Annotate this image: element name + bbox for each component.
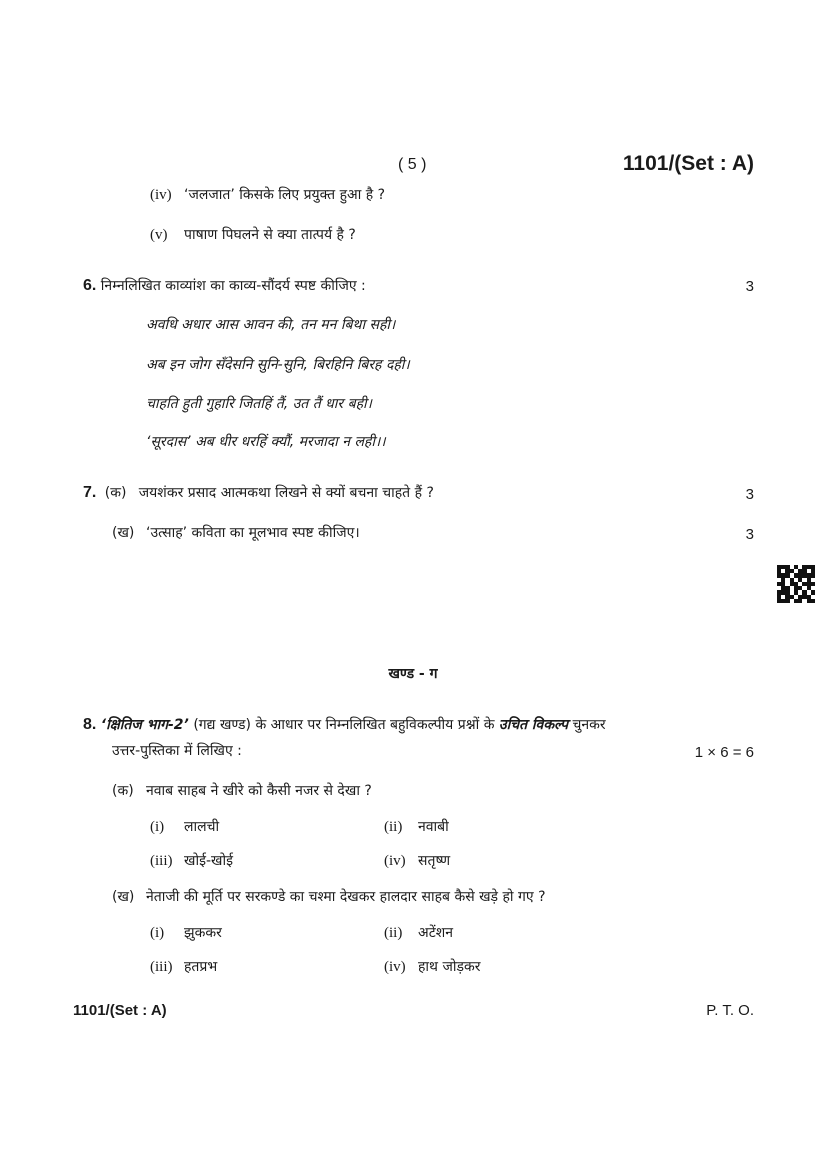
q7-ka-marks: 3 <box>745 486 754 503</box>
poem-line-3: चाहति हुती गुहारि जितहिं तैं, उत तैं धार बही। <box>146 396 372 412</box>
option <box>384 958 480 976</box>
part-label: (ख) <box>112 889 135 905</box>
emphasis-text: उचित विकल्प <box>498 717 569 733</box>
item-text: ‘जलजात’ किसके लिए प्रयुक्त हुआ है ? <box>184 187 386 203</box>
part-label: (क) <box>112 783 134 799</box>
question-number: 7. <box>83 484 97 501</box>
part-text: ‘उत्साह’ कविता का मूलभाव स्पष्ट कीजिए। <box>146 525 360 541</box>
q8-part-ka <box>112 782 372 800</box>
option <box>384 852 450 870</box>
paper-code-header: 1101/(Set : A) <box>622 152 754 175</box>
option-label: (ii) <box>384 925 403 941</box>
q8-question-line1 <box>83 716 606 734</box>
q5-item-iv <box>150 186 385 204</box>
part-label: (क) <box>104 485 127 501</box>
section-heading: खण्ड - ग <box>388 666 438 682</box>
option <box>150 958 217 976</box>
part-label: (ख) <box>112 525 135 541</box>
option-text: अटेंशन <box>418 925 454 941</box>
option <box>150 818 219 836</box>
question-number: 8. <box>83 716 97 733</box>
option-label: (i) <box>150 819 165 835</box>
option <box>150 852 233 870</box>
q6-question <box>83 277 366 295</box>
option-text: हतप्रभ <box>184 959 218 975</box>
part-text: जयशंकर प्रसाद आत्मकथा लिखने से क्यों बचना चाहते हैं ? <box>138 485 434 501</box>
q7-kha-marks: 3 <box>745 526 754 543</box>
please-turn-over: P. T. O. <box>706 1002 754 1019</box>
option-text: सतृष्ण <box>418 853 451 869</box>
item-label: (iv) <box>150 187 172 203</box>
option <box>150 924 222 942</box>
part-question: नवाब साहब ने खीरे को कैसी नजर से देखा ? <box>146 783 372 799</box>
option-label: (iv) <box>384 959 406 975</box>
option-text: लालची <box>184 819 220 835</box>
option <box>384 924 453 942</box>
poem-line-4: ‘सूरदास’ अब धीर धरहिं क्यौं, मरजादा न लही।। <box>146 434 386 450</box>
question-text-part2: चुनकर <box>568 717 606 733</box>
qr-code-icon <box>777 565 815 603</box>
part-question: नेताजी की मूर्ति पर सरकण्डे का चश्मा देखकर हालदार साहब कैसे खड़े हो गए ? <box>146 889 546 905</box>
question-number: 6. <box>83 277 97 294</box>
option-label: (iii) <box>150 959 173 975</box>
page-number: ( 5 ) <box>398 156 427 173</box>
question-text: निम्नलिखित काव्यांश का काव्य-सौंदर्य स्पष्ट कीजिए : <box>100 278 366 294</box>
option-label: (ii) <box>384 819 403 835</box>
q7-part-ka <box>83 484 434 502</box>
option-text: नवाबी <box>418 819 449 835</box>
option-text: झुककर <box>184 925 222 941</box>
q7-part-kha <box>112 524 360 542</box>
option-text: हाथ जोड़कर <box>418 959 481 975</box>
q5-item-v <box>150 226 356 244</box>
item-label: (v) <box>150 227 168 243</box>
poem-line-2: अब इन जोग सँदेसनि सुनि-सुनि, बिरहिनि बिरह दही। <box>146 357 410 373</box>
option <box>384 818 449 836</box>
option-text: खोई-खोई <box>184 853 233 869</box>
item-text: पाषाण पिघलने से क्या तात्पर्य है ? <box>184 227 356 243</box>
option-label: (i) <box>150 925 165 941</box>
q8-marks: 1 × 6 = 6 <box>694 744 754 761</box>
option-label: (iii) <box>150 853 173 869</box>
option-label: (iv) <box>384 853 406 869</box>
paper-code-footer: 1101/(Set : A) <box>73 1002 167 1019</box>
question-text-part1: (गद्य खण्ड) के आधार पर निम्नलिखित बहुविकल्पीय प्रश्नों के <box>188 717 499 733</box>
q8-part-kha <box>112 888 546 906</box>
q6-marks: 3 <box>745 278 754 295</box>
poem-line-1: अवधि अधार आस आवन की, तन मन बिथा सही। <box>146 317 396 333</box>
q8-question-line2: उत्तर-पुस्तिका में लिखिए : <box>112 743 242 759</box>
book-title: ‘क्षितिज भाग-2’ <box>100 717 189 733</box>
